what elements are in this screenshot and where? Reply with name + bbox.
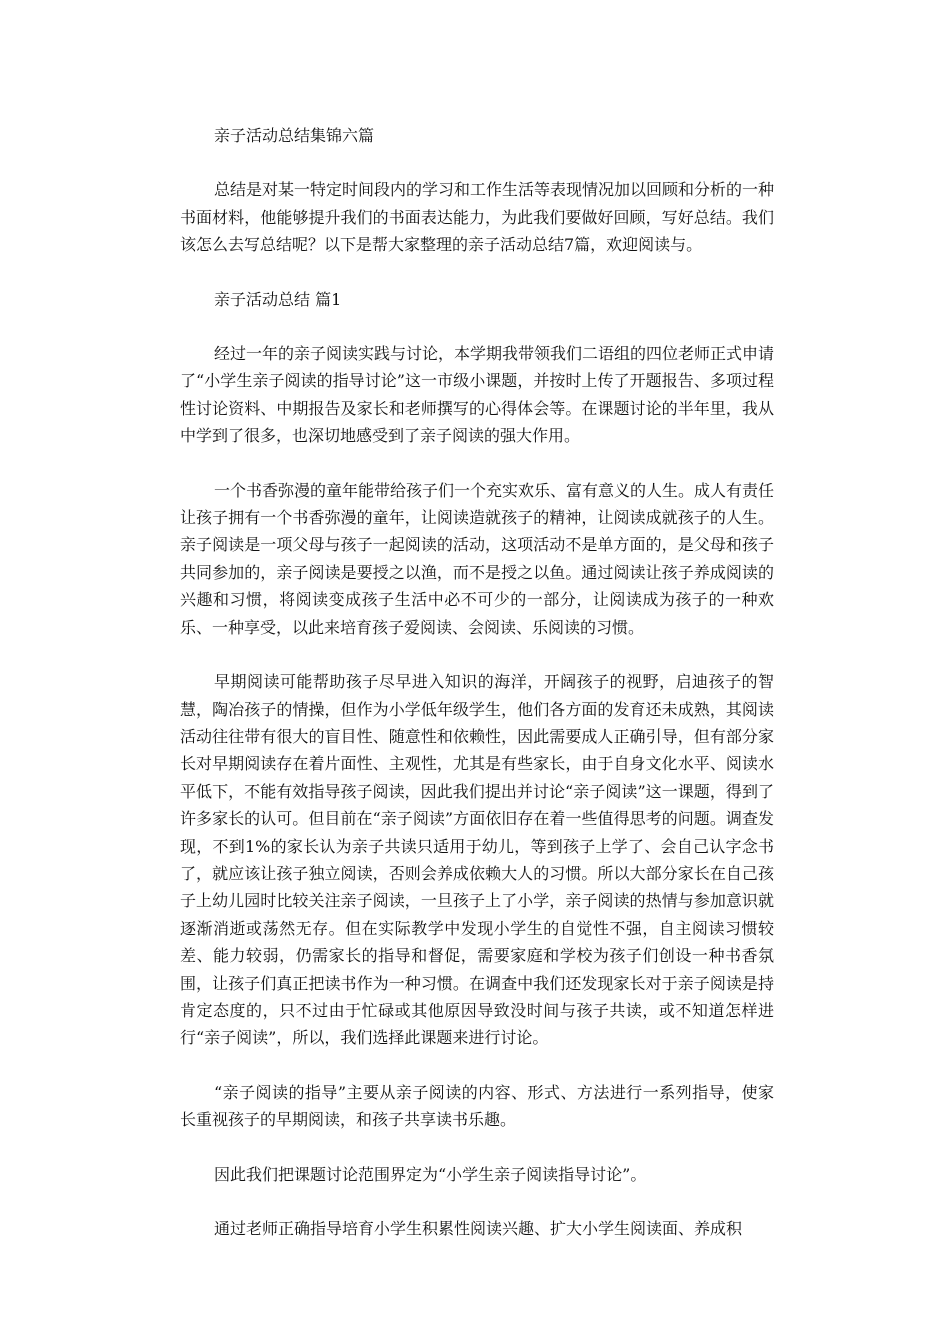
section-heading: 亲子活动总结 篇1 [214,289,342,309]
body-paragraph: 一个书香弥漫的童年能带给孩子们一个充实欢乐、富有意义的人生。成人有责任让孩子拥有一个书香弥漫的童年，让阅读造就孩子的精神，让阅读成就孩子的人生。亲子阅读是一项父母与孩子一起阅读的活动，这项活动不是单方面的，是父母和孩子共同参加的，亲子阅读是要授之以渔，而不是授之以鱼。通过阅读让孩子养成阅读的兴趣和习惯，将阅读变成孩子生活中必不可少的一部分，让阅读成为孩子的一种欢乐、一种享受，以此来培育孩子爱阅读、会阅读、乐阅读的习惯。 [180,480,775,637]
body-paragraph: 因此我们把课题讨论范围界定为“小学生亲子阅读指导讨论”。 [214,1164,647,1184]
document-title: 亲子活动总结集锦六篇 [214,126,375,145]
body-paragraph: “亲子阅读的指导”主要从亲子阅读的内容、形式、方法进行一系列指导，使家长重视孩子的早期阅读，和孩子共享读书乐趣。 [180,1082,774,1130]
document-body [180,122,774,1242]
body-paragraph: 通过老师正确指导培育小学生积累性阅读兴趣、扩大小学生阅读面、养成积 [214,1219,743,1238]
body-paragraph: 早期阅读可能帮助孩子尽早进入知识的海洋，开阔孩子的视野，启迪孩子的智慧，陶冶孩子的情操，但作为小学低年级学生，他们各方面的发育还未成熟，其阅读活动往往带有很大的盲目性、随意性和依赖性，因此需要成人正确引导，但有部分家长对早期阅读存在着片面性、主观性，尤其是有些家长，由于自身文化水平、阅读水平低下，不能有效指导孩子阅读，因此我们提出并讨论“亲子阅读”这一课题，得到了许多家长的认可。但目前在“亲子阅读”方面依旧存在着一些值得思考的问题。调查发现，不到1%的家长认为亲子共读只适用于幼儿，等到孩子上学了、会自己认字念书了，就应该让孩子独立阅读，否则会养成依赖大人的习惯。所以大部分家长在自己孩子上幼儿园时比较关注亲子阅读，一旦孩子上了小学，亲子阅读的热情与参加意识就逐渐消逝或荡然无存。但在实际教学中发现小学生的自觉性不强，自主阅读习惯较差、能力较弱，仍需家长的指导和督促，需要家庭和学校为孩子们创设一种书香氛围，让孩子们真正把读书作为一种习惯。在调查中我们还发现家长对于亲子阅读是持肯定态度的，只不过由于忙碌或其他原因导致没时间与孩子共读，或不知道怎样进行“亲子阅读”，所以，我们选择此课题来进行讨论。 [180,672,774,1048]
body-paragraph: 经过一年的亲子阅读实践与讨论，本学期我带领我们二语组的四位老师正式申请了“小学生亲子阅读的指导讨论”这一市级小课题，并按时上传了开题报告、多项过程性讨论资料、中期报告及家长和老师撰写的心得体会等。在课题讨论的半年里，我从中学到了很多，也深切地感受到了亲子阅读的强大作用。 [180,344,775,446]
intro-paragraph: 总结是对某一特定时间段内的学习和工作生活等表现情况加以回顾和分析的一种书面材料，他能够提升我们的书面表达能力，为此我们要做好回顾，写好总结。我们该怎么去写总结呢？以下是帮大家整理的亲子活动总结7篇，欢迎阅读与。 [180,180,775,255]
